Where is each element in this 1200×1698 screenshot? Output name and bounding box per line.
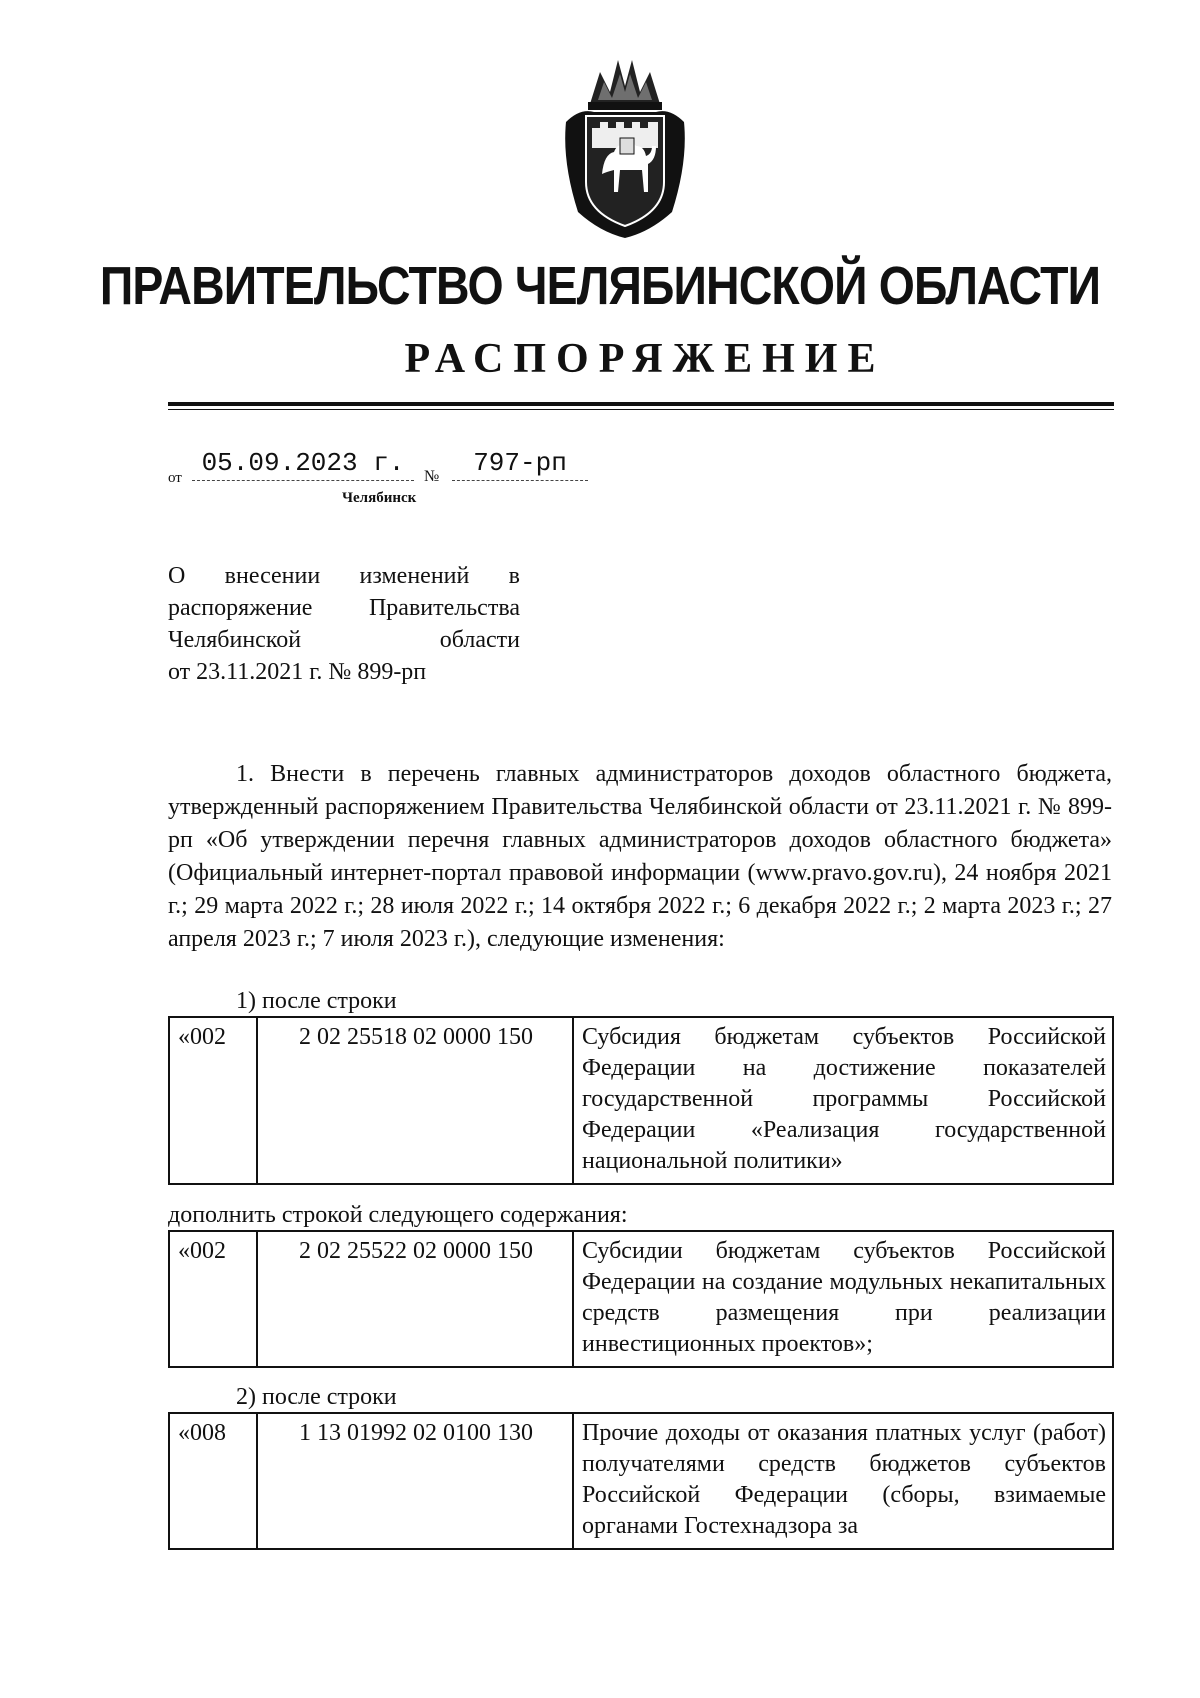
document-subject [168, 560, 520, 688]
admin-code-cell: «002 [169, 1231, 257, 1367]
body-paragraph: 1. Внести в перечень главных администраторов доходов областного бюджета, утвержденный распоряжением Правительства Челябинской области от 23.11.2021 г. № 899-рп «Об утверждении перечня главных администраторов доходов областного бюджета» (Официальный интернет-портал правовой информации (www.pravo.gov.ru), 24 ноября 2021 г.; 29 марта 2022 г.; 28 июля 2022 г.; 14 октября 2022 г.; 6 декабря 2022 г.; 2 марта 2023 г.; 27 апреля 2023 г.; 7 июля 2023 г.), следующие изменения: [168, 761, 1112, 952]
header-divider-thin [168, 409, 1114, 410]
item-label: 2) после строки [236, 1384, 397, 1410]
document-type: РАСПОРЯЖЕНИЕ [404, 336, 886, 382]
admin-code-cell: «002 [169, 1017, 257, 1184]
subject-line: распоряжение Правительства [168, 595, 520, 621]
item-label: 1) после строки [236, 988, 397, 1014]
document-number: 797-рп [452, 448, 588, 481]
revenue-table-row [168, 1412, 1114, 1550]
subject-line: Челябинской области [168, 627, 520, 653]
revenue-code-cell: 2 02 25518 02 0000 150 [257, 1017, 573, 1184]
revenue-table-row [168, 1230, 1114, 1368]
revenue-name-cell: Субсидии бюджетам субъектов Российской Федерации на создание модульных некапитальных средств размещения при реализации инвестиционных проектов»; [573, 1231, 1113, 1367]
revenue-name-cell: Субсидия бюджетам субъектов Российской Федерации на достижение показателей государственной программы Российской Федерации «Реализация государственной национальной политики» [573, 1017, 1113, 1184]
revenue-code-cell: 2 02 25522 02 0000 150 [257, 1231, 573, 1367]
subject-line: от 23.11.2021 г. № 899-рп [168, 659, 427, 685]
header-divider-thick [168, 402, 1114, 406]
revenue-name-cell: Прочие доходы от оказания платных услуг (работ) получателями средств бюджетов субъектов Российской Федерации (сборы, взимаемые органами Гостехнадзора за [573, 1413, 1113, 1549]
revenue-table-row [168, 1016, 1114, 1185]
revenue-code-cell: 1 13 01992 02 0100 130 [257, 1413, 573, 1549]
number-sign: № [424, 468, 440, 485]
government-title: ПРАВИТЕЛЬСТВО ЧЕЛЯБИНСКОЙ ОБЛАСТИ [99, 256, 1101, 316]
date-prefix: от [168, 470, 182, 486]
subject-line: О внесении изменений в [168, 563, 520, 589]
coat-of-arms-icon [560, 42, 690, 242]
admin-code-cell: «008 [169, 1413, 257, 1549]
document-city: Челябинск [342, 490, 417, 506]
document-date: 05.09.2023 г. [192, 448, 414, 481]
supplement-label: дополнить строкой следующего содержания: [168, 1202, 628, 1228]
